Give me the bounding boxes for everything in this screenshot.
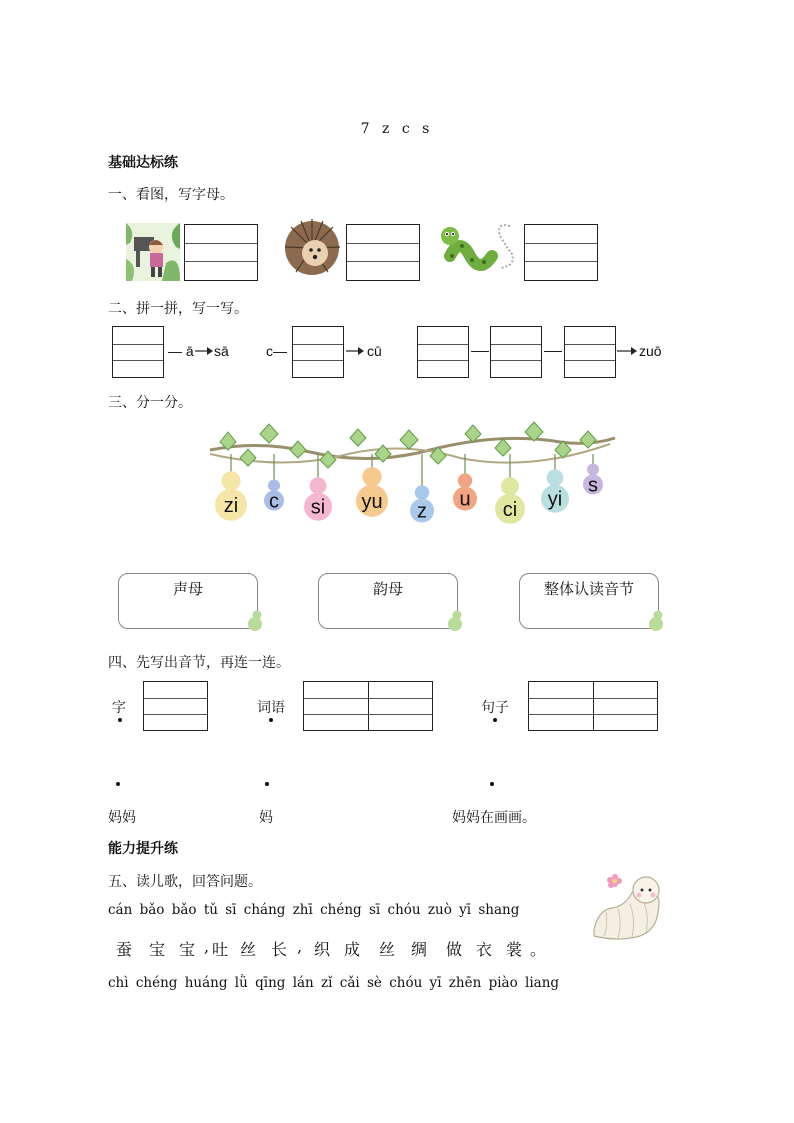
connect-dot[interactable] xyxy=(269,718,273,722)
gourd-yu[interactable] xyxy=(356,454,388,517)
gourd-label: c xyxy=(269,490,279,513)
hanzi-char: 裳 xyxy=(506,940,523,959)
category-box-initials[interactable] xyxy=(118,573,258,629)
q2-cu-result: cū xyxy=(367,343,382,359)
hanzi-char: 织 xyxy=(314,940,331,959)
caterpillar-s-picture xyxy=(440,216,520,280)
gourd-label: yu xyxy=(361,490,383,513)
q2-c-consonant: c— xyxy=(266,343,287,359)
gourd-icon xyxy=(645,608,667,632)
connect-dot[interactable] xyxy=(493,718,497,722)
gourd-label: u xyxy=(459,488,471,511)
hanzi-char: 成 xyxy=(344,940,361,959)
gourd-icon xyxy=(244,608,266,632)
q2-dash xyxy=(471,351,489,352)
q2-label: 二、拼一拼，写一写。 xyxy=(108,301,248,317)
connect-dot[interactable] xyxy=(116,782,120,786)
hanzi-char: 衣 xyxy=(476,940,493,959)
gourd-ci[interactable] xyxy=(495,454,525,524)
top-word-zi: 字 xyxy=(112,700,126,716)
hanzi-char: 宝 xyxy=(149,940,166,959)
q1-write-grid-3[interactable] xyxy=(524,224,598,281)
hanzi-char: 绸 xyxy=(411,940,428,959)
hanzi-char: , xyxy=(297,937,303,956)
hanzi-char: , xyxy=(204,937,210,956)
q3-label: 三、分一分。 xyxy=(108,395,192,411)
q2-write-grid-5[interactable] xyxy=(564,326,616,378)
section-advanced: 能力提升练 xyxy=(108,841,178,857)
arrow-right-icon xyxy=(346,346,364,356)
category-label: 整体认读音节 xyxy=(543,580,634,598)
q2-sa-result: sā xyxy=(214,343,229,359)
category-box-finals[interactable] xyxy=(318,573,458,629)
page-title: 7 z c s xyxy=(360,121,434,137)
hanzi-char: 丝 xyxy=(379,940,396,959)
arrow-right-icon xyxy=(617,346,637,356)
gourd-label: yi xyxy=(547,488,563,511)
bottom-sentence: 妈妈在画画。 xyxy=(452,810,536,826)
q2-write-grid-3[interactable] xyxy=(417,326,469,378)
hanzi-char: 蚕 xyxy=(116,940,133,959)
gourd-label: zi xyxy=(223,494,239,517)
gourd-z[interactable] xyxy=(410,454,434,523)
q2-a-vowel: — ā xyxy=(168,343,194,359)
q2-zuo-result: zuō xyxy=(639,343,662,359)
gourd-yi[interactable] xyxy=(541,454,569,513)
gourd-label: z xyxy=(417,500,427,523)
pinyin-line-1: cán bǎo bǎo tǔ sī cháng zhī chéng sī chóu zuò yī shang xyxy=(108,902,520,918)
hanzi-char: 吐 xyxy=(212,940,229,959)
hedgehog-picture xyxy=(283,217,341,279)
pinyin-line-2: chì chéng huáng lǜ qīng lán zǐ cǎi sè chóu yī zhēn piào liang xyxy=(108,975,560,991)
connect-dot[interactable] xyxy=(265,782,269,786)
hanzi-char: 做 xyxy=(446,940,463,959)
bottom-word-ma: 妈 xyxy=(259,810,273,826)
q4-write-grid-1[interactable] xyxy=(143,681,208,731)
gourd-label: ci xyxy=(502,498,518,521)
category-box-whole-syllables[interactable] xyxy=(519,573,659,629)
gourd-vine-illustration xyxy=(200,420,620,550)
gourd-u[interactable] xyxy=(453,454,477,511)
q1-write-grid-2[interactable] xyxy=(346,224,420,281)
q2-write-grid-1[interactable] xyxy=(112,326,164,378)
connect-dot[interactable] xyxy=(490,782,494,786)
q4-label: 四、先写出音节，再连一连。 xyxy=(108,655,290,671)
category-label: 声母 xyxy=(172,580,203,598)
hanzi-char: 长 xyxy=(271,940,288,959)
hanzi-char: 宝 xyxy=(179,940,196,959)
gourd-s[interactable] xyxy=(583,454,603,497)
q2-write-grid-4[interactable] xyxy=(490,326,542,378)
gourd-label: si xyxy=(310,496,326,519)
hanzi-char: 。 xyxy=(530,940,547,959)
gourd-label: s xyxy=(588,474,598,497)
child-sitting-picture xyxy=(126,223,180,281)
q1-label: 一、看图，写字母。 xyxy=(108,187,234,203)
arrow-right-icon xyxy=(195,346,213,356)
silkworm-picture xyxy=(584,870,664,946)
q2-dash xyxy=(544,351,562,352)
section-basic: 基础达标练 xyxy=(108,155,178,171)
top-word-ciyu: 词语 xyxy=(257,700,285,716)
q4-write-grid-3[interactable] xyxy=(528,681,658,731)
q2-write-grid-2[interactable] xyxy=(292,326,344,378)
gourd-icon xyxy=(444,608,466,632)
hanzi-char: 丝 xyxy=(240,940,257,959)
category-label: 韵母 xyxy=(372,580,403,598)
q5-label: 五、读儿歌，回答问题。 xyxy=(108,874,262,890)
gourd-zi[interactable] xyxy=(215,454,247,521)
q4-write-grid-2[interactable] xyxy=(303,681,433,731)
top-word-juzi: 句子 xyxy=(481,700,509,716)
bottom-word-mama: 妈妈 xyxy=(108,810,136,826)
q1-write-grid-1[interactable] xyxy=(184,224,258,281)
connect-dot[interactable] xyxy=(118,718,122,722)
